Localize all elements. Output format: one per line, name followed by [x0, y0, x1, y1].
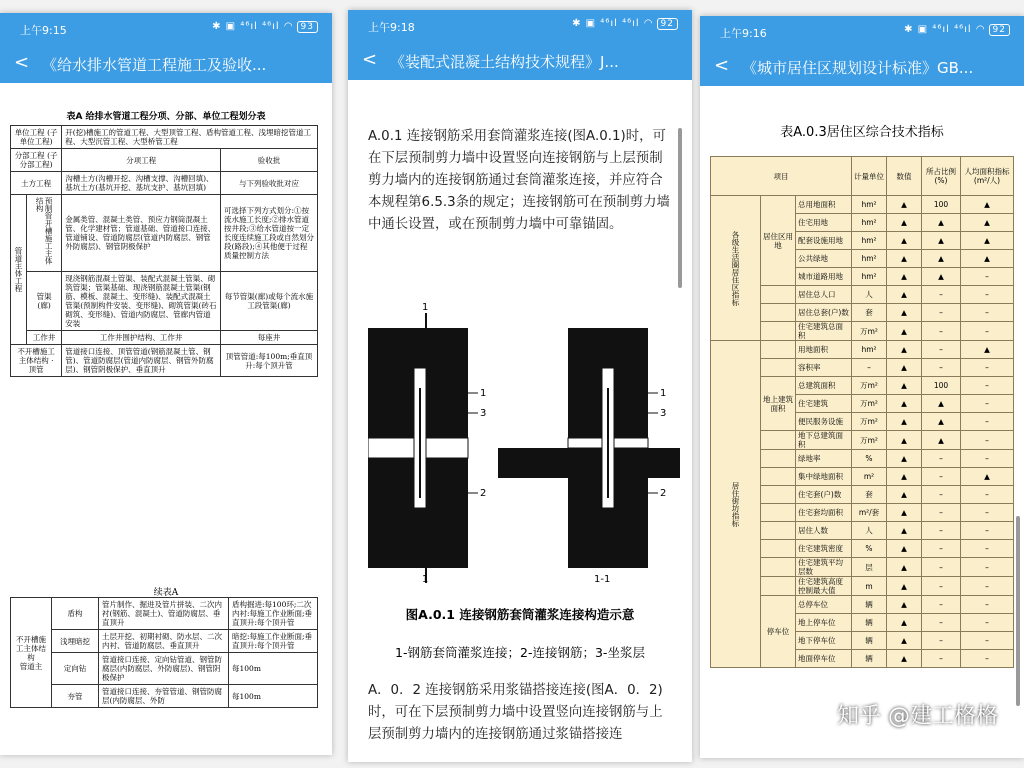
row-name: 总建筑面积	[796, 377, 852, 395]
row-pct: 100	[922, 196, 961, 214]
row-per: –	[961, 540, 1014, 558]
row-unit: 人	[852, 522, 887, 540]
status-icons	[212, 21, 318, 33]
row-name: 住宅建筑密度	[796, 540, 852, 558]
sub-label-residential: 居住区用地	[761, 196, 796, 286]
jacking-items: 管道接口连接、顶管管道(钢筋混凝土管、钢管)、管道防腐层(管道内防腐层、钢管外防腐层)、钢管阴极保护、垂直顶升	[62, 345, 221, 377]
continued-caption: 续表A	[153, 588, 179, 598]
phone-screen-3	[700, 16, 1024, 758]
row-unit: 万m²	[852, 413, 887, 431]
row-value: ▲	[887, 304, 922, 322]
cont-row-batch: 每100m	[229, 685, 318, 708]
noncut-label: 不开槽施工主体结构 · 顶管	[11, 345, 62, 377]
row-pct: –	[922, 486, 961, 504]
cont-row-name: 盾构	[52, 598, 99, 630]
spacer-cell	[761, 431, 796, 450]
row-unit: %	[852, 450, 887, 468]
sub-header: 分部工程 (子分部工程)	[11, 149, 62, 172]
row-name: 绿地率	[796, 450, 852, 468]
sub-label-build: 地上建筑面积	[761, 377, 796, 431]
row-per: ▲	[961, 232, 1014, 250]
watermark: 知乎 @建工格格	[837, 704, 998, 729]
row-name: 住宅建筑平均层数	[796, 558, 852, 577]
signal-icons: ✱ ▣ ⁴⁶ıl ⁴⁶ıl ◠	[572, 18, 654, 29]
header-per: 人均面积指标(m²/人)	[961, 157, 1014, 196]
row-value: ▲	[887, 468, 922, 486]
row-value: ▲	[887, 268, 922, 286]
row-value: ▲	[887, 577, 922, 596]
row-unit: 万m²	[852, 395, 887, 413]
row-pct: ▲	[922, 268, 961, 286]
page-title: 《给水排水管道工程施工及验收...	[42, 56, 267, 74]
noncut-text: 不开槽施工主体结构	[17, 347, 55, 365]
row-value: ▲	[887, 540, 922, 558]
culvert-label: 管渠(廊)	[27, 272, 62, 331]
row-pct: –	[922, 304, 961, 322]
rebar-connection-diagram	[368, 298, 680, 586]
row-name: 集中绿地面积	[796, 468, 852, 486]
cont-left-1: 不开槽施工主体结构	[16, 634, 46, 662]
row-unit: hm²	[852, 214, 887, 232]
row-pct: –	[922, 614, 961, 632]
row-name: 地下总建筑面积	[796, 431, 852, 450]
row-per: –	[961, 504, 1014, 522]
row-per: –	[961, 431, 1014, 450]
residential-index-table	[710, 156, 1014, 668]
row-unit: hm²	[852, 341, 887, 359]
row-per: –	[961, 614, 1014, 632]
row-value: ▲	[887, 450, 922, 468]
figure-legend: 1-钢筋套筒灌浆连接；2-连接钢筋；3-坐浆层	[395, 645, 645, 660]
row-unit: 层	[852, 558, 887, 577]
row-pct: –	[922, 286, 961, 304]
row-name: 容积率	[796, 359, 852, 377]
row-unit: 万m²	[852, 431, 887, 450]
cont-row-items: 管道接口连接、夯管管道、钢管防腐层(内防腐层、外防	[99, 685, 229, 708]
row-value: ▲	[887, 596, 922, 614]
cont-row-items: 土层开挖、初期衬砌、防水层、二次内衬、管道防腐层、垂直顶升	[99, 630, 229, 653]
row-value: ▲	[887, 486, 922, 504]
row-pct: –	[922, 359, 961, 377]
row-per: –	[961, 395, 1014, 413]
figure-a01	[368, 298, 680, 586]
cont-row-batch: 每100m	[229, 653, 318, 685]
row-name: 居住总人口	[796, 286, 852, 304]
spacer-cell	[761, 504, 796, 522]
row-value: ▲	[887, 214, 922, 232]
row-value: ▲	[887, 395, 922, 413]
spacer-cell	[761, 558, 796, 577]
paragraph-a02: A．0．2 连接钢筋采用浆锚搭接连接(图A．0．2)时，可在下层预制剪力墙中设置竖向连接钢筋与上层预制剪力墙内的连接钢筋通过浆锚搭接连	[368, 683, 663, 742]
row-pct: ▲	[922, 250, 961, 268]
spacer-cell	[761, 468, 796, 486]
label-2-right: 2	[660, 488, 667, 499]
header-value: 数值	[887, 157, 922, 196]
culvert-material: 现浇钢筋混凝土管渠、装配式混凝土管渠、砌筑管渠	[65, 274, 216, 292]
status-time: 上午9:18	[368, 21, 415, 34]
row-per: –	[961, 596, 1014, 614]
row-value: ▲	[887, 413, 922, 431]
main-structure-label: 管道主体工程	[11, 195, 27, 345]
row-per: –	[961, 304, 1014, 322]
signal-icons: ✱ ▣ ⁴⁶ıl ⁴⁶ıl ◠	[904, 24, 986, 35]
row-name: 住宅套(户)数	[796, 486, 852, 504]
earthwork-batch: 与下列验收批对应	[221, 172, 318, 195]
page-title: 《装配式混凝土结构技术规程》J...	[390, 53, 619, 71]
phone-screen-2	[348, 10, 692, 762]
battery-icon: 92	[989, 24, 1010, 36]
app-header	[0, 13, 332, 83]
row-pct: –	[922, 596, 961, 614]
status-icons	[904, 24, 1010, 36]
row-unit: hm²	[852, 268, 887, 286]
prefab-label: 预制管开槽施工主体结构	[27, 195, 62, 272]
row-pct: –	[922, 341, 961, 359]
continued-left	[11, 598, 52, 708]
row-unit: hm²	[852, 250, 887, 268]
nav-bar	[700, 46, 1024, 86]
row-per: –	[961, 359, 1014, 377]
back-arrow-icon[interactable]: <	[14, 52, 30, 73]
spacer-cell	[761, 286, 796, 304]
row-pct: ▲	[922, 431, 961, 450]
row-per: –	[961, 577, 1014, 596]
battery-icon: 92	[657, 18, 678, 30]
row-value: ▲	[887, 614, 922, 632]
row-pct: –	[922, 322, 961, 341]
row-name: 住宅建筑	[796, 395, 852, 413]
signal-icons: ✱ ▣ ⁴⁶ıl ⁴⁶ıl ◠	[212, 21, 294, 32]
status-bar	[700, 16, 1024, 46]
label-1: 1	[480, 388, 487, 399]
spacer-cell	[761, 341, 796, 359]
row-per: ▲	[961, 196, 1014, 214]
table-caption: 表A.0.3居住区综合技术指标	[780, 125, 944, 140]
spacer-cell	[761, 486, 796, 504]
row-per: ▲	[961, 214, 1014, 232]
row-pct: ▲	[922, 232, 961, 250]
row-name: 总用地面积	[796, 196, 852, 214]
row-value: ▲	[887, 232, 922, 250]
prefab-items: 金属类管、混凝土类管、预应力钢筒混凝土管、化学建材管；管道基础、管道接口连接、管道铺设、管道防腐层(管道内防腐层、钢管外防腐层)、钢管阴极保护	[62, 195, 221, 272]
well-label: 工作井	[27, 331, 62, 345]
row-unit: –	[852, 359, 887, 377]
label-2: 2	[480, 488, 487, 499]
group-label-2: 居住街坊指标	[711, 341, 761, 668]
spacer-cell	[761, 522, 796, 540]
row-value: ▲	[887, 341, 922, 359]
back-arrow-icon[interactable]: <	[362, 49, 378, 70]
row-pct: ▲	[922, 413, 961, 431]
header-item: 项目	[711, 157, 852, 196]
header-unit: 计量单位	[852, 157, 887, 196]
row-pct: 100	[922, 377, 961, 395]
row-unit: 辆	[852, 632, 887, 650]
row-unit: %	[852, 540, 887, 558]
row-unit: hm²	[852, 196, 887, 214]
jacking-label: 顶管	[28, 365, 44, 374]
row-unit: 万m²	[852, 377, 887, 395]
row-pct: –	[922, 558, 961, 577]
jacking-batch: 顶管管道:每100m;垂直顶升:每个顶升管	[221, 345, 318, 377]
status-bar	[348, 10, 692, 40]
section-mark-bottom: 1	[422, 574, 429, 585]
prefab-batch: 可选择下列方式划分:①按流水施工长度;②排水管道按井段;③给水管道按一定长度连续施工段或自然划分段(路段);④其他便于过程质量控制方法	[221, 195, 318, 272]
row-unit: 人	[852, 286, 887, 304]
cont-row-batch: 盾构掘进:每100环;二次内衬:每施工作业断面;垂直顶升:每个顶升管	[229, 598, 318, 630]
row-name: 住宅用地	[796, 214, 852, 232]
label-3: 3	[480, 408, 487, 419]
row-name: 便民服务设施	[796, 413, 852, 431]
cont-left-2: 管道主	[19, 661, 43, 671]
row-name: 地面停车位	[796, 650, 852, 668]
earthwork-items: 沟槽土方(沟槽开挖、沟槽支撑、沟槽回填)、基坑土方(基坑开挖、基坑支护、基坑回填)	[62, 172, 221, 195]
cont-row-name: 浅埋暗挖	[52, 630, 99, 653]
prefab-material: 金属类管、混凝土类管、预应力钢筒混凝土管、化学建材管	[65, 215, 208, 233]
row-value: ▲	[887, 431, 922, 450]
back-arrow-icon[interactable]: <	[714, 55, 730, 76]
row-value: ▲	[887, 632, 922, 650]
label-1-right: 1	[660, 388, 667, 399]
spacer-cell	[761, 450, 796, 468]
paragraph-a01: A.0.1 连接钢筋采用套筒灌浆连接(图A.0.1)时，可在下层预制剪力墙中设置竖向连接钢筋与上层预制剪力墙内的连接钢筋通过套筒灌浆连接，并应符合本规程第6.5.3条的规定；连接钢筋可在预制剪力墙中通长设置，或在预制剪力墙中可靠锚固。	[368, 129, 670, 232]
row-unit: 辆	[852, 614, 887, 632]
section-label: 1-1	[594, 574, 611, 585]
culvert-items-text: 管渠基础、现浇钢筋混凝土管渠(钢筋、模板、混凝土、变形缝)、装配式混凝土管渠(预制构件安装、变形缝)、砌筑管渠(砖石砌筑、变形缝)、管道内防腐层、管廊内管道安装	[65, 283, 217, 328]
row-per: ▲	[961, 250, 1014, 268]
cont-row-batch: 暗挖:每施工作业断面;垂直顶升:每个顶升管	[229, 630, 318, 653]
row-per: –	[961, 486, 1014, 504]
scrollbar[interactable]	[1016, 516, 1020, 706]
section-mark-top: 1	[422, 302, 429, 313]
row-per: ▲	[961, 468, 1014, 486]
row-unit: 辆	[852, 650, 887, 668]
culvert-items: 现浇钢筋混凝土管渠、装配式混凝土管渠、砌筑管渠；管渠基础、现浇钢筋混凝土管渠(钢筋、模板、混凝土、变形缝)、装配式混凝土管渠(预制构件安装、变形缝)、砌筑管渠(砖石砌筑、变形缝)、管道内防腐层、管廊内管道安装	[62, 272, 221, 331]
row-pct: –	[922, 450, 961, 468]
row-per: –	[961, 650, 1014, 668]
earthwork-label: 土方工程	[11, 172, 62, 195]
row-name: 地下停车位	[796, 632, 852, 650]
cont-row-name: 夯管	[52, 685, 99, 708]
page-title: 《城市居住区规划设计标准》GB...	[742, 59, 974, 77]
row-name: 住宅建筑高度控制最大值	[796, 577, 852, 596]
table-row	[711, 196, 1014, 214]
group-label-1: 各级生活圈居住区指标	[711, 196, 761, 341]
row-pct: –	[922, 632, 961, 650]
row-value: ▲	[887, 650, 922, 668]
spacer-cell	[761, 359, 796, 377]
row-per: ▲	[961, 341, 1014, 359]
table-caption: 表A 给排水管道工程分项、分部、单位工程划分表	[66, 112, 266, 122]
row-unit: 辆	[852, 596, 887, 614]
row-pct: –	[922, 650, 961, 668]
sub-label-park: 停车位	[761, 596, 796, 668]
row-per: –	[961, 522, 1014, 540]
row-value: ▲	[887, 504, 922, 522]
row-value: ▲	[887, 286, 922, 304]
row-name: 用地面积	[796, 341, 852, 359]
culvert-batch: 每节管渠(廊)或每个流水施工段管渠(廊)	[221, 272, 318, 331]
prefab-items-text: 管道基础、管道接口连接、管道铺设、管道防腐层(管道内防腐层、钢管外防腐层)、钢管阴极保护	[65, 224, 216, 251]
nav-bar	[348, 40, 692, 80]
status-time: 上午9:16	[720, 27, 767, 40]
cont-row-items: 管道接口连接、定向钻管道、钢管防腐层(内防腐层、外防腐层)、钢管阴极保护	[99, 653, 229, 685]
phone-screen-1	[0, 13, 332, 755]
row-value: ▲	[887, 522, 922, 540]
app-header	[700, 16, 1024, 86]
item-header: 分项工程	[62, 149, 221, 172]
row-pct: ▲	[922, 395, 961, 413]
header-pct: 所占比例(%)	[922, 157, 961, 196]
row-value: ▲	[887, 359, 922, 377]
row-name: 住宅套均面积	[796, 504, 852, 522]
row-per: –	[961, 632, 1014, 650]
row-name: 住宅建筑总面积	[796, 322, 852, 341]
row-unit: hm²	[852, 232, 887, 250]
spacer-cell	[761, 322, 796, 341]
row-value: ▲	[887, 377, 922, 395]
row-name: 居住总套(户)数	[796, 304, 852, 322]
division-table	[10, 125, 318, 377]
row-pct: ▲	[922, 214, 961, 232]
row-name: 总停车位	[796, 596, 852, 614]
nav-bar	[0, 43, 332, 83]
spacer-cell	[761, 304, 796, 322]
row-pct: –	[922, 540, 961, 558]
row-pct: –	[922, 504, 961, 522]
status-bar	[0, 13, 332, 43]
row-name: 居住人数	[796, 522, 852, 540]
row-per: –	[961, 377, 1014, 395]
row-name: 公共绿地	[796, 250, 852, 268]
row-value: ▲	[887, 558, 922, 577]
row-unit: 套	[852, 486, 887, 504]
app-header	[348, 10, 692, 80]
spacer-cell	[761, 577, 796, 596]
row-value: ▲	[887, 250, 922, 268]
row-pct: –	[922, 522, 961, 540]
row-pct: –	[922, 468, 961, 486]
row-per: –	[961, 322, 1014, 341]
battery-icon: 93	[297, 21, 318, 33]
continued-table	[10, 597, 318, 708]
label-3-right: 3	[660, 408, 667, 419]
cont-row-name: 定向钻	[52, 653, 99, 685]
row-name: 配套设施用地	[796, 232, 852, 250]
row-per: –	[961, 558, 1014, 577]
row-unit: 套	[852, 304, 887, 322]
row-per: –	[961, 268, 1014, 286]
row-unit: 万m²	[852, 322, 887, 341]
row-value: ▲	[887, 322, 922, 341]
row-unit: m²/套	[852, 504, 887, 522]
scrollbar[interactable]	[678, 128, 682, 288]
spacer-cell	[761, 540, 796, 558]
row-pct: –	[922, 577, 961, 596]
unit-label: 单位工程 (子单位工程)	[11, 126, 62, 149]
row-name: 城市道路用地	[796, 268, 852, 286]
status-time: 上午9:15	[20, 24, 67, 37]
table-row	[711, 341, 1014, 359]
row-unit: m²	[852, 468, 887, 486]
well-batch: 每座井	[221, 331, 318, 345]
row-per: –	[961, 286, 1014, 304]
well-items: 工作井围护结构、工作井	[62, 331, 221, 345]
row-per: –	[961, 413, 1014, 431]
batch-header: 验收批	[221, 149, 318, 172]
unit-value: 开(挖)槽施工的管道工程、大型顶管工程、盾构管道工程、浅埋暗挖管道工程、大型沉管工程、大型桥管工程	[62, 126, 318, 149]
row-unit: m	[852, 577, 887, 596]
row-per: –	[961, 450, 1014, 468]
figure-caption: 图A.0.1 连接钢筋套筒灌浆连接构造示意	[405, 607, 635, 622]
status-icons	[572, 18, 678, 30]
cont-row-items: 管片制作、掘进及管片拼装、二次内衬(钢筋、混凝土)、管道防腐层、垂直顶升	[99, 598, 229, 630]
row-name: 地上停车位	[796, 614, 852, 632]
row-value: ▲	[887, 196, 922, 214]
